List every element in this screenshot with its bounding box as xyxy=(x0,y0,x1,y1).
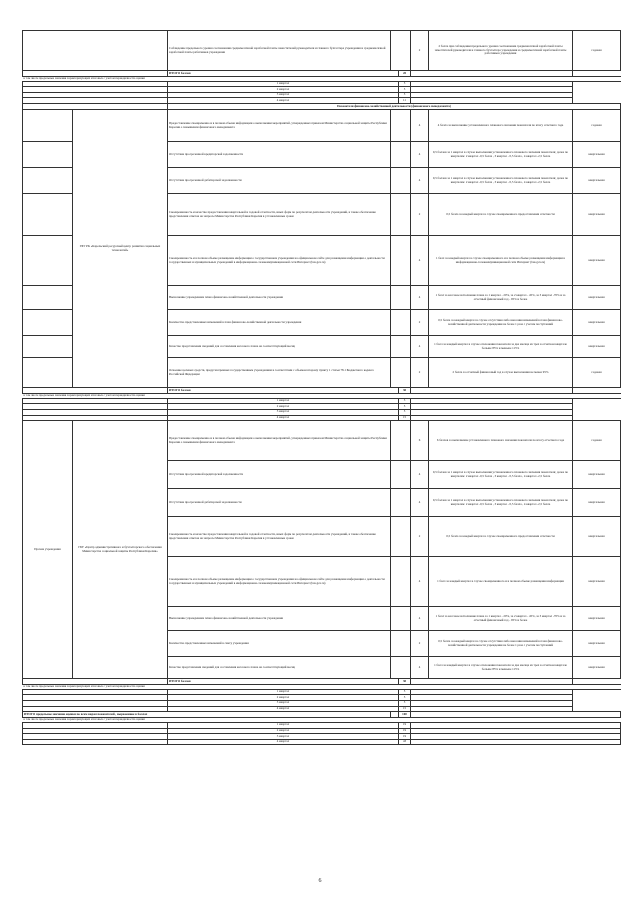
max-score-cell: 4 xyxy=(411,607,429,631)
indicator-cell: Отсутствие просроченной кредиторской задолженности xyxy=(168,461,391,489)
quarter-label: 1 квартал xyxy=(168,398,399,404)
indicator-cell: Качество представления сведений для составления кассового плана на соответствующий месяц xyxy=(168,657,391,679)
criteria-cell: 0,5 баллов за 1 квартал в случае выполнения установленного планового значения показателя; далее по кварталам: 2 квартал -0,5 балла , 3 квартал - 0,5 балла , 4 квартал -2,5 балла xyxy=(429,489,573,517)
period-cell: квартальная xyxy=(573,607,621,631)
indicator-cell: Выполнение учреждением плана финансово-хозяйственной деятельности учреждения xyxy=(168,286,391,310)
period-cell: квартальная xyxy=(573,236,621,286)
quarter-label: 4 квартал xyxy=(168,739,399,745)
period-cell: квартальная xyxy=(573,517,621,557)
period-cell: квартальная xyxy=(573,657,621,679)
indicator-cell: Отсутствие просроченной дебиторской задолженности xyxy=(168,168,391,194)
blank-cell xyxy=(391,168,411,194)
max-score-cell: 2 xyxy=(411,631,429,657)
blank-cell xyxy=(391,517,411,557)
quarter-note: в том числе предельные значения характеризующих итоговых с учетом периодичности оценки xyxy=(23,685,621,690)
indicator-cell: Своевременность и в полном объеме размещение информации о государственном учреждении на официальном сайте для размещения информации о деятельности государственных и муниципальных учреждений в информационно-телекоммуникационной сети Интернет (bus.gov.ru) xyxy=(168,236,391,286)
blank-cell xyxy=(391,236,411,286)
criteria-cell: 0,5 баллов за 1 квартал в случае выполнения установленного планового значения показателя; далее по кварталам: 2 квартал -0,5 балла , 3 квартал - 0,5 балла , 4 квартал -2,5 балла xyxy=(429,142,573,168)
table-row xyxy=(23,421,621,461)
quarter-value: 15 xyxy=(399,706,411,712)
period-cell: квартальная xyxy=(573,142,621,168)
max-score-cell: 6 xyxy=(411,421,429,461)
blank-cell xyxy=(23,310,73,336)
blank-cell xyxy=(23,168,73,194)
indicator-cell: Отсутствие просроченной кредиторской задолженности xyxy=(168,142,391,168)
criteria-cell: 1 балл за кассовое исполнение плана за 1 квартал - 20%, за 2 квартал - 45%, за 3 квартал -70% и за отчетный финансовый год - 95% и более xyxy=(429,607,573,631)
indicator-cell: Выполнение учреждением плана финансово-хозяйственной деятельности учреждения xyxy=(168,607,391,631)
quarter-label: 2 квартал xyxy=(168,728,399,734)
criteria-cell: 1 балл за каждый квартал в случае отклонения показателя за два месяца из трех в отчетном квартале больше 85% и меньше 115% xyxy=(429,657,573,679)
criteria-cell: 1 балл за каждый квартал в случае своевременного и в полном объеме размещения информации в информационно-телекоммуникационной сети Интернет (bus.gov.ru) xyxy=(429,236,573,286)
blank-cell xyxy=(391,358,411,388)
max-score-cell: 2 xyxy=(411,310,429,336)
blank-cell xyxy=(23,142,73,168)
period-cell: квартальная xyxy=(573,168,621,194)
quarter-value: 11 xyxy=(399,98,411,104)
quarter-value: 5 xyxy=(399,92,411,98)
total-label: ИТОГО баллов xyxy=(168,388,399,394)
blank-cell xyxy=(391,286,411,310)
quarter-label: 3 квартал xyxy=(168,92,399,98)
max-score-cell: 4 xyxy=(411,168,429,194)
blank-cell xyxy=(23,31,168,71)
period-cell: квартальная xyxy=(573,461,621,489)
quarter-value: 5 xyxy=(399,701,411,707)
max-score-cell: 4 xyxy=(411,557,429,607)
quarter-label: 3 квартал xyxy=(168,734,399,740)
criteria-cell: 0,5 баллов за 1 квартал в случае выполнения установленного планового значения показателя; далее по кварталам: 2 квартал -0,5 балла , 3 квартал - 0,5 балла , 4 квартал -2,5 балла xyxy=(429,461,573,489)
quarter-value: 5 xyxy=(399,87,411,93)
max-score-cell: 4 xyxy=(411,657,429,679)
table-row xyxy=(23,110,621,142)
org-name-cell: ГБУ РК «Карельский ресурсный центр развития социальных технологий» xyxy=(73,110,168,388)
period-cell: квартальная xyxy=(573,194,621,236)
total-value: 20 xyxy=(399,71,411,77)
criteria-cell: 4 балла за выполнение установленного планового значения показателя по итогу отчетного года xyxy=(429,110,573,142)
criteria-cell: 1 балл за кассовое исполнение плана за 1 квартал - 20%, за 2 квартал - 45%, за 3 квартал -70% и за отчетный финансовый год - 95% и более xyxy=(429,286,573,310)
blank-cell xyxy=(391,631,411,657)
indicator-cell: Соблюдение предельного уровня соотношения среднемесячной заработной платы заместителей руководителя и главного бухгалтера учреждения и среднемесячной заработной платы работников учреждения xyxy=(168,31,391,71)
blank-cell xyxy=(391,142,411,168)
blank-cell xyxy=(391,607,411,631)
period-cell: квартальная xyxy=(573,336,621,358)
criteria-cell: 0,5 балла за каждый квартал в случае своевременного предоставления отчетности xyxy=(429,517,573,557)
quarter-label: 2 квартал xyxy=(168,695,399,701)
max-score-cell: 2 xyxy=(411,31,429,71)
period-cell: годовая xyxy=(573,110,621,142)
indicator-cell: Предоставление своевременно и в полном объеме информации о выполнении мероприятий, утвержденных приказом Министерства социальной защиты Республики Карелия о повышении финансового менеджмента xyxy=(168,421,391,461)
period-cell: квартальная xyxy=(573,557,621,607)
indicator-cell: Своевременность и качество предоставления квартальной и годовой отчетности, иных форм по результатам деятельности учреждений, в также обеспечение представления ответов на запросы Министерства Республики Карелия в установленные сроки xyxy=(168,194,391,236)
criteria-cell: 1 балл за каждый квартал в случае отклонения показателя за два месяца из трех в отчетном квартале больше 85% и меньше 115% xyxy=(429,336,573,358)
blank-cell xyxy=(23,358,73,388)
period-cell: квартальная xyxy=(573,631,621,657)
criteria-cell: 2 балла при соблюдении предельного уровня соотношения среднемесячной заработной платы заместителей руководителя и главного бухгалтера учреждения и среднемесячной заработной платы работников учреждения xyxy=(429,31,573,71)
quarter-label: 2 квартал xyxy=(168,404,399,410)
indicator-cell: Своевременность и качество предоставления квартальной и годовой отчетности, иных форм по результатам деятельности учреждений, в также обеспечение представления ответов на запросы Министерства Республики Карелия в установленные сроки xyxy=(168,517,391,557)
criteria-cell: 0,5 баллов за 1 квартал в случае выполнения установленного планового значения показателя; далее по кварталам: 2 квартал -0,5 балла , 3 квартал - 0,5 балла , 4 квартал -2,5 балла xyxy=(429,168,573,194)
blank-cell xyxy=(391,489,411,517)
quarter-label: 3 квартал xyxy=(168,409,399,415)
max-score-cell: 4 xyxy=(411,236,429,286)
blank-cell xyxy=(411,739,621,745)
max-score-cell: 4 xyxy=(411,461,429,489)
period-cell: квартальная xyxy=(573,489,621,517)
total-label: ИТОГО баллов xyxy=(168,71,399,77)
blank-cell xyxy=(23,194,73,236)
blank-cell xyxy=(391,194,411,236)
quarter-value: 43 xyxy=(399,739,411,745)
blank-cell xyxy=(391,557,411,607)
total-value: 30 xyxy=(399,388,411,394)
quarter-value: 5 xyxy=(399,695,411,701)
period-cell: квартальная xyxy=(573,310,621,336)
blank-cell xyxy=(23,286,73,310)
group-name-cell: Прочие учреждения xyxy=(23,421,73,679)
quarter-value: 5 xyxy=(399,404,411,410)
page-number: 6 xyxy=(318,878,322,884)
period-cell: годовая xyxy=(573,31,621,71)
blank-cell xyxy=(23,336,73,358)
blank-cell xyxy=(23,236,73,286)
blank-cell xyxy=(391,31,411,71)
quarter-note: в том числе предельные значения характеризующих итоговых с учетом периодичности оценки xyxy=(23,394,621,399)
blank-cell xyxy=(391,421,411,461)
max-score-cell: 4 xyxy=(411,286,429,310)
quarter-label: 2 квартал xyxy=(168,87,399,93)
quarter-value: 5 xyxy=(399,398,411,404)
quarter-label: 1 квартал xyxy=(168,722,399,728)
grand-total-value: 100 xyxy=(399,712,411,718)
max-score-cell: 4 xyxy=(411,110,429,142)
blank-cell xyxy=(391,110,411,142)
indicator-cell: Освоение целевых средств, предусмотренных государственным учреждениям в соответствии с объемом второму пункту 1 статьи 78.1 Бюджетного кодекса Российской Федерации xyxy=(168,358,391,388)
document-page xyxy=(22,30,620,745)
quarter-row xyxy=(23,739,621,745)
quarter-value: 19 xyxy=(399,722,411,728)
period-cell: годовая xyxy=(573,358,621,388)
quarter-note: в том числе предельные значения характеризующих итоговых с учетом периодичности оценки xyxy=(23,718,621,723)
total-label: ИТОГО баллов xyxy=(168,679,399,685)
blank-cell xyxy=(391,310,411,336)
quarter-label: 1 квартал xyxy=(168,689,399,695)
criteria-cell: 0,5 балла за каждый квартал в случае отсутствия либо внесения изменений в план финансово-хозяйственной деятельности учреждения не более 1 раза с учетом поступлений xyxy=(429,631,573,657)
quarter-label: 4 квартал xyxy=(168,415,399,421)
period-cell: квартальная xyxy=(573,286,621,310)
indicator-cell: Своевременность и в полном объеме размещение информации о государственном учреждении на официальном сайте для размещения информации о деятельности государственных и муниципальных учреждений в информационно-телекоммуникационной сети Интернет (bus.gov.ru) xyxy=(168,557,391,607)
criteria-cell: 2 балла за отчетный финансовый год в случае выполнения не менее 95% xyxy=(429,358,573,388)
quarter-value: 5 xyxy=(399,689,411,695)
indicator-cell: Предоставление своевременно и в полном объеме информации о выполнении мероприятий, утвержденных приказом Министерства социальной защиты Республики Карелия о повышении финансового менеджмента xyxy=(168,110,391,142)
max-score-cell: 2 xyxy=(411,194,429,236)
criteria-cell: 0,5 балла за каждый квартал в случае своевременного предоставления отчетности xyxy=(429,194,573,236)
indicator-cell: Количество представленных изменений в план финансово-хозяйственной деятельности учреждения xyxy=(168,310,391,336)
max-score-cell: 4 xyxy=(411,489,429,517)
quarter-value: 5 xyxy=(399,81,411,87)
org-name-cell: ГБУ «Центр административного и бухгалтерского обеспечения Министерства социальной защиты Республики Карелия» xyxy=(73,421,168,679)
blank-cell xyxy=(391,336,411,358)
max-score-cell: 4 xyxy=(411,336,429,358)
quarter-value: 19 xyxy=(399,728,411,734)
quarter-label: 1 квартал xyxy=(168,81,399,87)
quarter-label: 3 квартал xyxy=(168,701,399,707)
quarter-note: в том числе предельные значения характеризующих итоговых с учетом периодичности оценки xyxy=(23,77,621,82)
total-value: 30 xyxy=(399,679,411,685)
max-score-cell: 2 xyxy=(411,517,429,557)
quarter-label: 4 квартал xyxy=(168,98,399,104)
section-title: Показатели финансово-хозяйственной деятельности (финансового менеджмента) xyxy=(168,104,621,110)
table-row xyxy=(23,31,621,71)
quarter-value: 5 xyxy=(399,409,411,415)
indicator-cell: Отсутствие просроченной дебиторской задолженности xyxy=(168,489,391,517)
max-score-cell: 4 xyxy=(411,142,429,168)
quarter-value: 15 xyxy=(399,415,411,421)
blank-cell xyxy=(23,739,168,745)
indicator-cell: Количество представленных изменений в смету учреждения xyxy=(168,631,391,657)
criteria-cell: 6 баллов за выполнение установленного планового значения показателя по итогу отчетного года xyxy=(429,421,573,461)
indicator-cell: Качество представления сведений для составления кассового плана на соответствующий месяц xyxy=(168,336,391,358)
kpi-table xyxy=(22,30,621,745)
period-cell: годовая xyxy=(573,421,621,461)
quarter-value: 19 xyxy=(399,734,411,740)
blank-cell xyxy=(391,657,411,679)
quarter-label: 4 квартал xyxy=(168,706,399,712)
blank-cell xyxy=(23,110,73,142)
criteria-cell: 0,5 балла за каждый квартал в случае отсутствия либо внесения изменений в план финансово-хозяйственной деятельности учреждения не более 1 раза с учетом поступлений xyxy=(429,310,573,336)
blank-cell xyxy=(391,461,411,489)
max-score-cell: 2 xyxy=(411,358,429,388)
grand-total-label: ИТОГО предельное значение оценки по всем видам показателей , выраженное в баллах xyxy=(23,712,391,718)
criteria-cell: 1 балл за каждый квартал в случае своевременного и в полном объеме размещения информации xyxy=(429,557,573,607)
